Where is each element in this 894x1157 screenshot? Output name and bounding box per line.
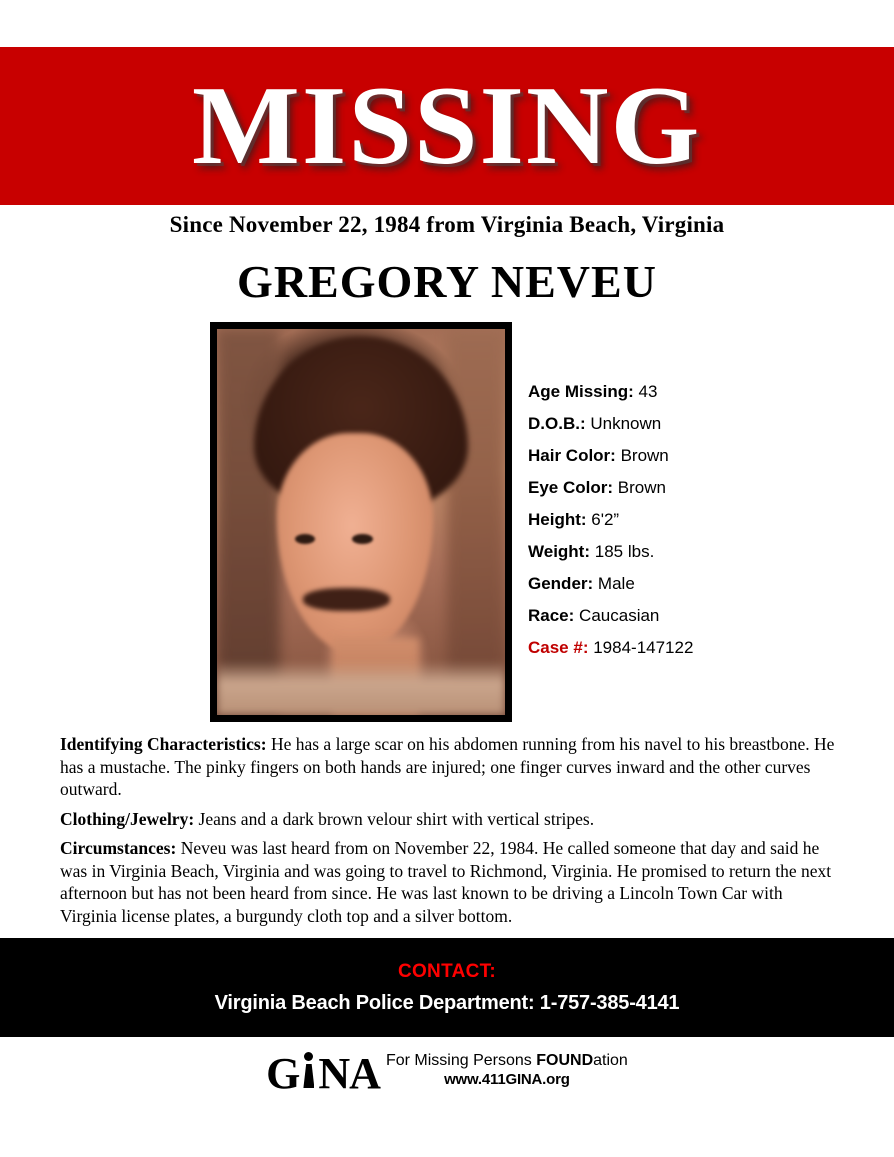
detail-row [528, 600, 878, 632]
detail-label: Height: [528, 510, 587, 529]
detail-value: Male [597, 574, 635, 593]
detail-label: D.O.B.: [528, 414, 586, 433]
photo-eye-left [295, 534, 315, 544]
detail-row [528, 568, 878, 600]
detail-value: 43 [638, 382, 658, 401]
photo-mustache [303, 588, 389, 611]
description-paragraph [60, 733, 835, 801]
person-photo [210, 322, 512, 722]
tagline-found: FOUND [536, 1052, 594, 1069]
organization-url[interactable]: www.411GINA.org [444, 1071, 570, 1088]
tagline-line [386, 1051, 628, 1070]
detail-label: Gender: [528, 574, 594, 593]
detail-label: Weight: [528, 542, 591, 561]
detail-value: Brown [620, 446, 669, 465]
detail-value: 1984-147122 [593, 638, 694, 657]
missing-headline: MISSING [192, 64, 702, 188]
page-title: GREGORY NEVEU [237, 256, 657, 307]
paragraph-text: He has a large scar on his abdomen running from his navel to his breastbone. He has a mustache. The pinky fingers on both hands are injured; one finger curves inward and the other curves outward. [60, 734, 835, 799]
detail-label: Age Missing: [528, 382, 634, 401]
paragraph-text: Jeans and a dark brown velour shirt with vertical stripes. [194, 808, 595, 829]
detail-label: Hair Color: [528, 446, 616, 465]
detail-value: Caucasian [579, 606, 660, 625]
description-paragraph [60, 837, 835, 927]
photo-shirt [217, 661, 505, 715]
figure-body [303, 1064, 314, 1088]
paragraph-text: Neveu was last heard from on November 22, 1984. He called someone that day and said he was in Virginia Beach, Virginia and was going to travel to Richmond, Virginia. He promised to return the next afternoon but has not been heard from since. He was last known to be driving a Lincoln Town Car with Virginia license plates, a burgundy cloth top and a silver bottom. [60, 838, 832, 926]
detail-label: Case #: [528, 638, 589, 657]
logo-letter-g: G [266, 1049, 300, 1098]
missing-banner [0, 47, 894, 205]
missing-since-line: Since November 22, 1984 from Virginia Beach, Virginia [169, 212, 725, 237]
description-paragraph [60, 808, 835, 831]
paragraph-label: Circumstances: [60, 838, 177, 858]
logo-letters-na: NA [318, 1049, 380, 1098]
detail-row [528, 632, 878, 664]
photo-eye-right [352, 534, 372, 544]
detail-row [528, 472, 878, 504]
photo-image [217, 329, 505, 715]
logo-tagline [386, 1048, 628, 1089]
description-section [60, 733, 835, 927]
footer-logo [0, 1048, 894, 1096]
detail-row [528, 440, 878, 472]
tagline-tail: ation [593, 1052, 628, 1069]
person-details-list [528, 376, 878, 664]
paragraph-label: Clothing/Jewelry: [60, 808, 195, 829]
paragraph-label: Identifying Characteristics: [60, 734, 267, 754]
photo-background-right [447, 329, 505, 715]
detail-row [528, 504, 878, 536]
figure-head [304, 1052, 313, 1061]
detail-value: 6'2” [591, 510, 620, 529]
contact-heading: CONTACT: [397, 960, 497, 982]
detail-label: Eye Color: [528, 478, 614, 497]
detail-row [528, 536, 878, 568]
tagline-lead: For Missing Persons [385, 1052, 537, 1069]
detail-row [528, 408, 878, 440]
detail-value: Brown [617, 478, 666, 497]
detail-value: 185 lbs. [594, 542, 655, 561]
person-figure-icon [300, 1048, 317, 1088]
detail-value: Unknown [590, 414, 662, 433]
detail-row [528, 376, 878, 408]
detail-label: Race: [528, 606, 575, 625]
contact-bar [0, 938, 894, 1037]
contact-phone-line[interactable]: Virginia Beach Police Department: 1-757-385-4141 [214, 991, 680, 1014]
gina-wordmark [266, 1048, 380, 1096]
